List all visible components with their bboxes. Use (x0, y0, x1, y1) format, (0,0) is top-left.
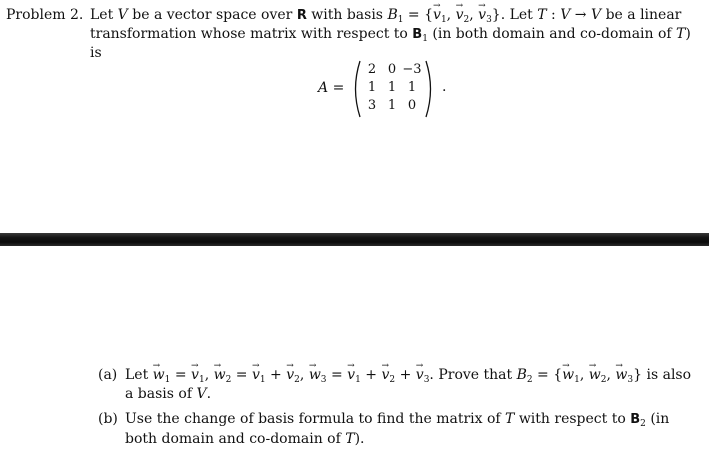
matrix-cell: 1 (407, 80, 417, 95)
part-b-line-2: both domain and co-domain of T). (125, 431, 365, 447)
part-a-label: (a) (98, 367, 118, 383)
matrix-row (362, 97, 424, 115)
matrix-entries (362, 61, 424, 115)
problem-statement-line-3: is (90, 45, 102, 61)
part-b-line-1: Use the change of basis formula to find the matrix of T with respect to $B_2$ (in (125, 411, 670, 429)
matrix-cell: 3 (367, 98, 377, 113)
matrix-period: . (442, 79, 447, 95)
matrix-cell: 0 (407, 98, 417, 113)
left-parenthesis (350, 60, 362, 118)
problem-statement-line-1: Let V be a vector space over R with basis $B_1$ = {→ $v_1$, → $v_2$, → $v_3$}. Let T : V → V be a linear (90, 6, 681, 25)
matrix-cell: 1 (387, 80, 397, 95)
part-b-label: (b) (98, 411, 118, 427)
part-a-line-2: a basis of V. (125, 386, 212, 402)
matrix-equation (318, 60, 458, 118)
matrix-cell: 2 (367, 62, 377, 77)
part-a-line-1: Let → $w_1$ = → $v_1$, → $w_2$ = → $v_1$ + → $v_2$, → $w_3$ = → $v_1$ + → $v_2$ + → $v_3$. Prove that $B_2$ = {→ $w_1$, → $w_2$, → $w_3$} is also (125, 366, 691, 384)
matrix-cell: −3 (402, 62, 422, 77)
matrix-cell: 0 (387, 62, 397, 77)
matrix-cell: 1 (367, 80, 377, 95)
matrix-cell: 1 (387, 98, 397, 113)
matrix-lhs: A = (318, 80, 345, 96)
matrix-row (362, 61, 424, 79)
divider-bar (0, 233, 709, 246)
right-parenthesis (424, 60, 436, 118)
problem-statement-line-2: transformation whose matrix with respect to $B_1$ (in both domain and co-domain of T) (90, 26, 691, 44)
problem-label: Problem 2. (6, 7, 84, 23)
matrix-row (362, 79, 424, 97)
